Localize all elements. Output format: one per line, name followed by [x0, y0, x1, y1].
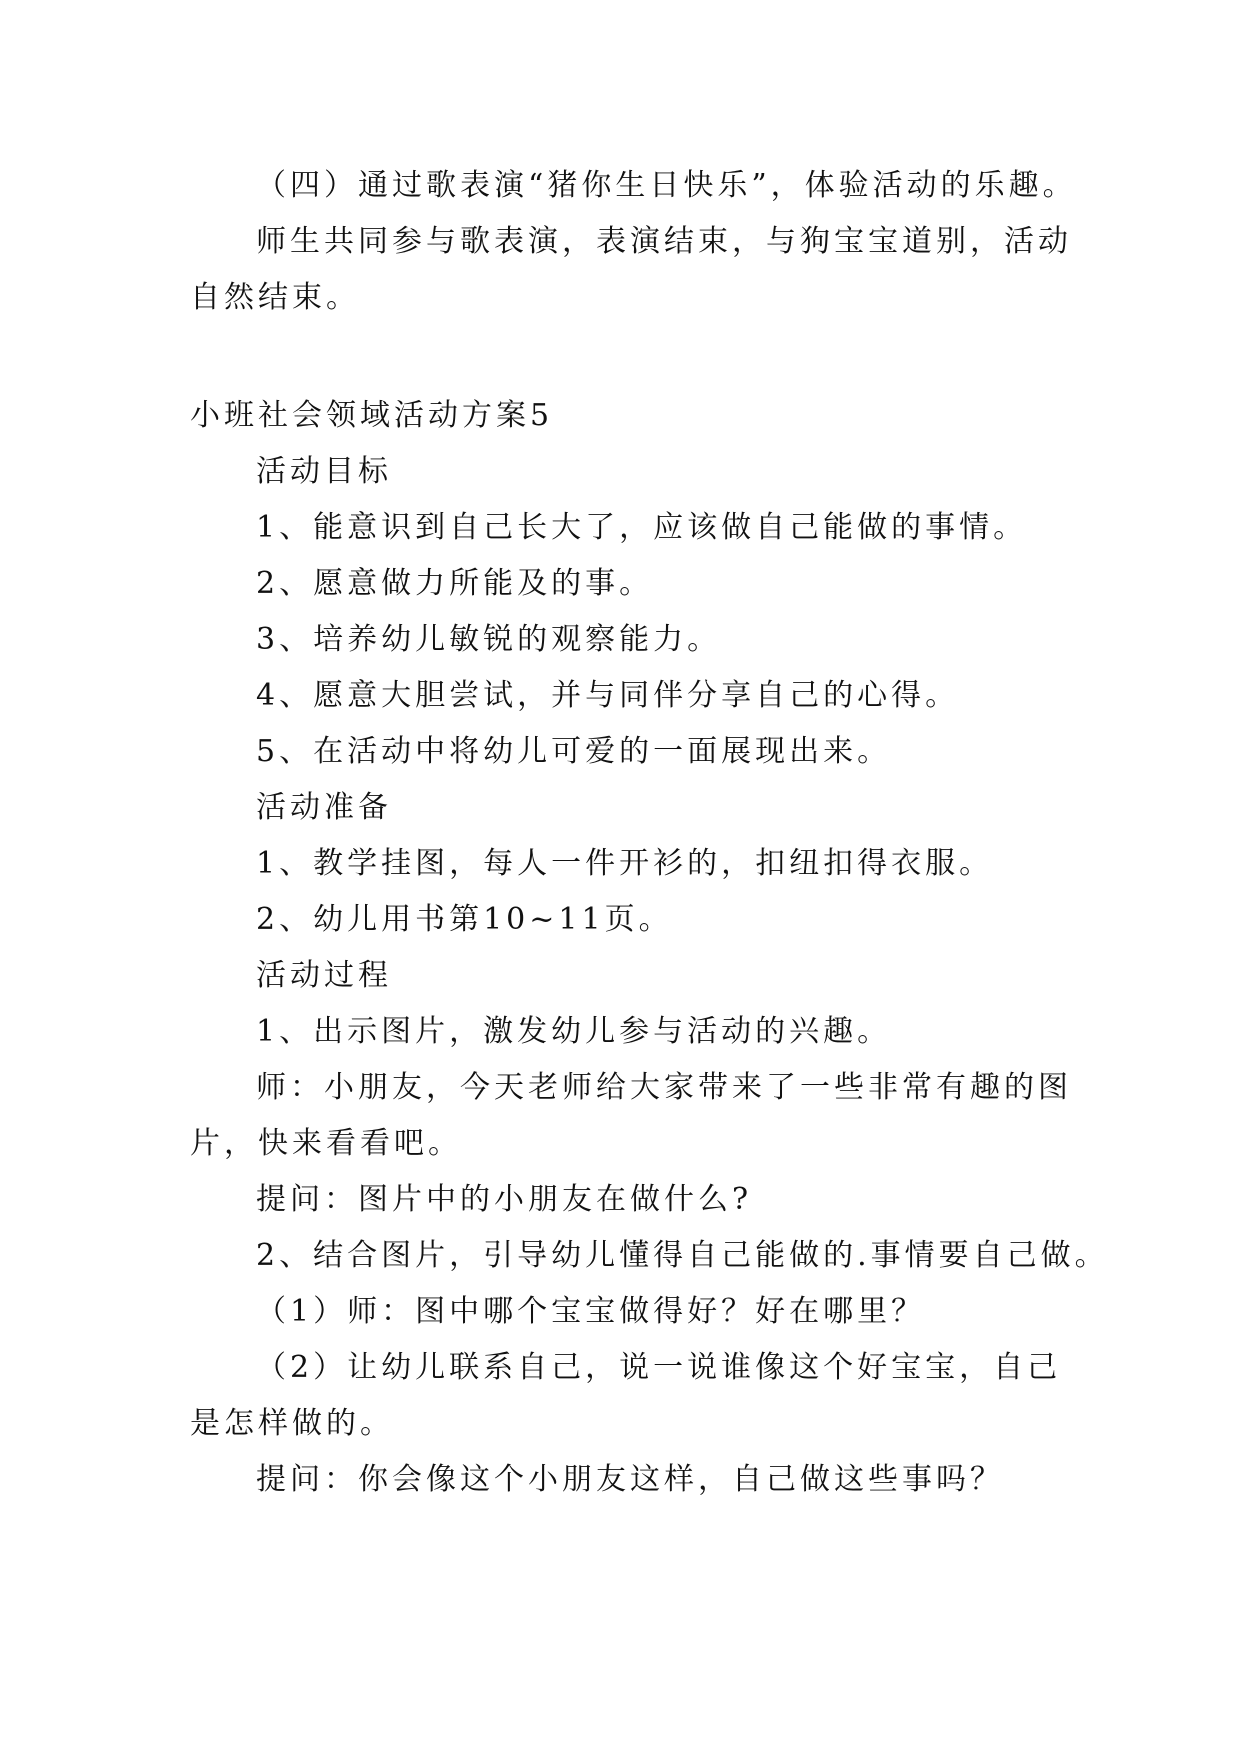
- subheading-activity-process: 活动过程: [256, 958, 392, 993]
- subheading-activity-preparation: 活动准备: [256, 790, 392, 825]
- paragraph-line: 片，快来看看吧。: [190, 1126, 462, 1161]
- list-item: 2、愿意做力所能及的事。: [256, 566, 654, 601]
- paragraph-line: 提问：你会像这个小朋友这样，自己做这些事吗？: [256, 1462, 1004, 1497]
- paragraph-line: 师生共同参与歌表演，表演结束，与狗宝宝道别，活动: [256, 224, 1072, 259]
- list-item: 2、幼儿用书第10~11页。: [256, 902, 673, 937]
- list-item: 5、在活动中将幼儿可爱的一面展现出来。: [256, 734, 892, 769]
- subheading-activity-goals: 活动目标: [256, 454, 392, 489]
- list-item: 1、能意识到自己长大了，应该做自己能做的事情。: [256, 510, 1028, 545]
- paragraph-line: 是怎样做的。: [190, 1406, 394, 1441]
- paragraph-line: （1）师：图中哪个宝宝做得好？好在哪里？: [256, 1294, 926, 1329]
- list-item: 4、愿意大胆尝试，并与同伴分享自己的心得。: [256, 678, 960, 713]
- list-item: 1、教学挂图，每人一件开衫的，扣纽扣得衣服。: [256, 846, 994, 881]
- paragraph-line: 自然结束。: [190, 280, 360, 315]
- list-item: 3、培养幼儿敏锐的观察能力。: [256, 622, 722, 657]
- paragraph-line: 师：小朋友，今天老师给大家带来了一些非常有趣的图: [256, 1070, 1072, 1105]
- list-item: 1、出示图片，激发幼儿参与活动的兴趣。: [256, 1014, 892, 1049]
- section-heading: 小班社会领域活动方案5: [190, 398, 554, 433]
- list-item: 2、结合图片，引导幼儿懂得自己能做的.事情要自己做。: [256, 1238, 1109, 1273]
- paragraph-line: （四）通过歌表演“猪你生日快乐”，体验活动的乐趣。: [256, 168, 1077, 203]
- paragraph-line: （2）让幼儿联系自己，说一说谁像这个好宝宝，自己: [256, 1350, 1062, 1385]
- paragraph-line: 提问：图片中的小朋友在做什么?: [256, 1182, 753, 1217]
